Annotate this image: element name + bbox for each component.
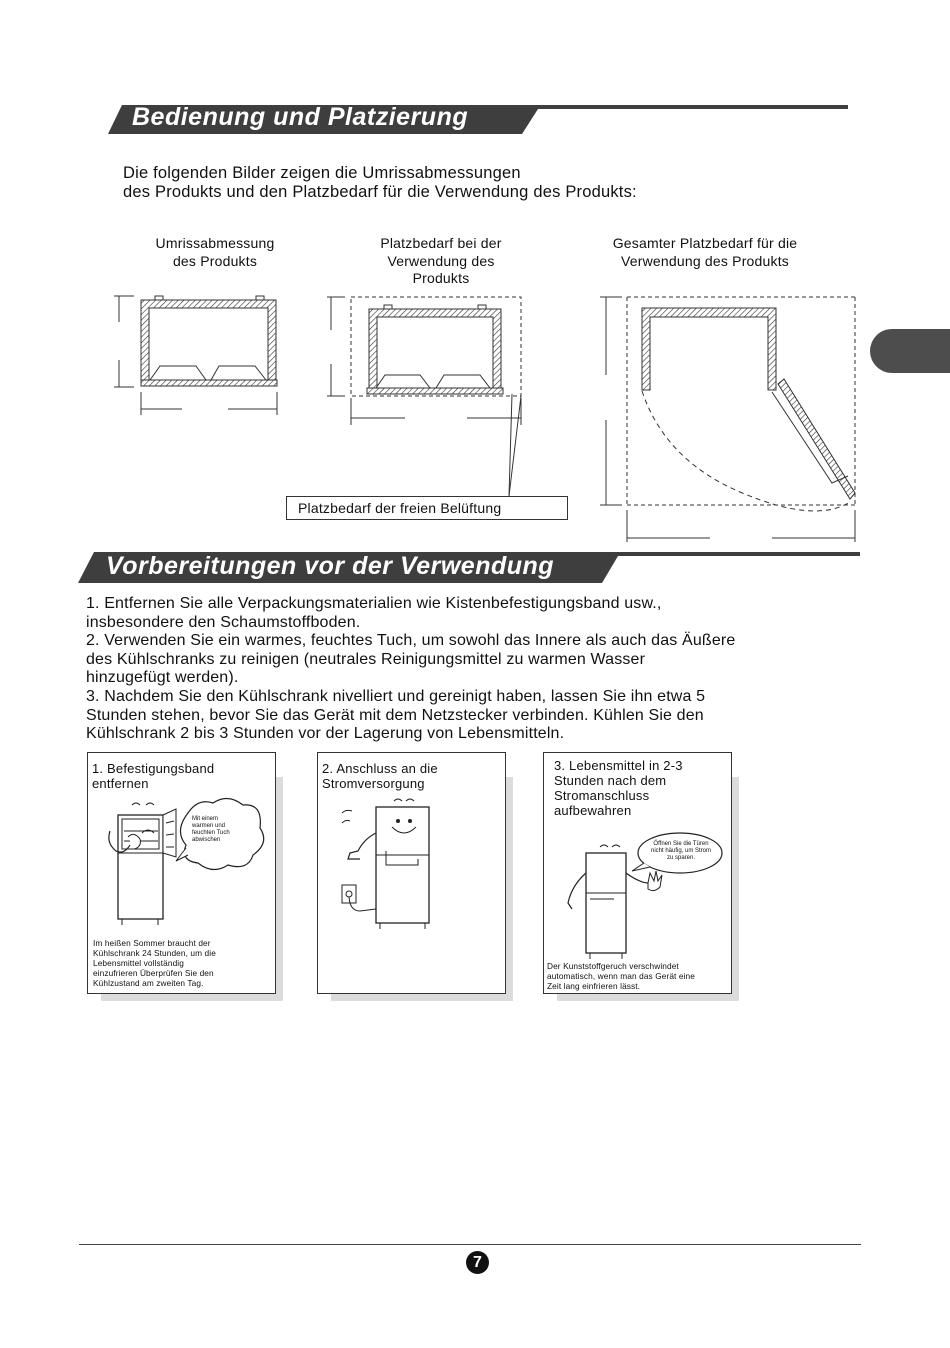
step-line: insbesondere den Schaumstoffboden. xyxy=(86,613,361,631)
card-note xyxy=(93,938,216,988)
diagram-total xyxy=(600,297,855,542)
note-line: Der Kunststoffgeruch verschwindet xyxy=(547,961,679,971)
bubble-line: Öffnen Sie die Türen xyxy=(653,841,709,847)
caption-line: des Produkts xyxy=(172,252,258,269)
note-line: Lebensmittel vollständig xyxy=(93,958,184,968)
card-title-line: 3. Lebensmittel in 2-3 xyxy=(554,758,683,773)
bubble-text xyxy=(646,841,716,862)
card-store-food xyxy=(543,752,732,994)
step-line: des Kühlschranks zu reinigen (neutrales Reinigungsmittel zu warmen Wasser xyxy=(86,650,646,668)
card-title-line: Stunden nach dem xyxy=(554,773,667,788)
step-line: 2. Verwenden Sie ein warmes, feuchtes Tuch, um sowohl das Innere als auch das Äußere xyxy=(86,632,736,650)
step-line: hinzugefügt werden). xyxy=(86,669,239,687)
fridge-plug-illustration xyxy=(318,793,505,933)
ventilation-label: Platzbedarf der freien Belüftung xyxy=(286,496,568,520)
note-line: automatisch, wenn man das Gerät eine xyxy=(547,971,695,981)
diagram-outline xyxy=(114,296,277,415)
page-number: 7 xyxy=(466,1251,489,1274)
caption-line: Gesamter Platzbedarf für die xyxy=(612,235,798,251)
bubble-line: Mit einem xyxy=(192,816,219,822)
card-title xyxy=(92,761,214,791)
card-title-line: Stromversorgung xyxy=(322,776,425,791)
card-note xyxy=(547,961,695,991)
section1-title: Bedienung und Platzierung xyxy=(132,103,469,131)
caption-line: Umrissabmessung xyxy=(155,235,275,251)
note-line: Im heißen Sommer braucht der xyxy=(93,938,211,948)
card-power-connection xyxy=(317,752,506,994)
card-remove-tape xyxy=(87,752,276,994)
footer-rule xyxy=(79,1244,861,1245)
bubble-line: feuchten Tuch xyxy=(192,830,230,836)
step-line: 1. Entfernen Sie alle Verpackungsmaterialien wie Kistenbefestigungsband usw., xyxy=(86,595,662,612)
intro-line: des Produkts und den Platzbedarf für die Verwendung des Produkts: xyxy=(123,183,637,201)
card-title xyxy=(554,758,683,818)
caption-line: Verwendung des Produkts xyxy=(620,252,790,269)
preparation-steps xyxy=(86,595,735,744)
card-title xyxy=(322,761,438,791)
caption-line: Platzbedarf bei der xyxy=(380,235,502,251)
bubble-text xyxy=(192,816,252,844)
intro-line: Die folgenden Bilder zeigen die Umrissabmessungen xyxy=(123,164,521,182)
step-line: Kühlschrank 2 bis 3 Stunden vor der Lagerung von Lebensmitteln. xyxy=(86,725,565,743)
card-title-line: entfernen xyxy=(92,776,149,791)
diagram-usage xyxy=(327,297,521,496)
section2-title: Vorbereitungen vor der Verwendung xyxy=(106,552,555,580)
fridge-cleaning-illustration xyxy=(88,793,275,933)
caption-line: Produkts xyxy=(412,270,470,286)
note-line: Zeit lang einfrieren lässt. xyxy=(547,981,641,991)
bubble-line: warmen und xyxy=(192,823,226,829)
bubble-line: zu sparen. xyxy=(666,855,696,861)
bubble-line: abwischen xyxy=(192,837,221,843)
caption-outline xyxy=(130,235,300,270)
card-title-line: Stromanschluss xyxy=(554,788,650,803)
note-line: Kühlzustand am zweiten Tag. xyxy=(93,978,204,988)
step-line: Stunden stehen, bevor Sie das Gerät mit dem Netzstecker verbinden. Kühlen Sie den xyxy=(86,706,704,724)
card-title-line: 2. Anschluss an die xyxy=(322,761,438,776)
caption-line: Verwendung des xyxy=(387,252,495,269)
note-line: einzufrieren Überprüfen Sie den xyxy=(93,968,214,978)
card-title-line: aufbewahren xyxy=(554,803,632,818)
bubble-line: nicht häufig, um Strom xyxy=(650,848,712,854)
card-title-line: 1. Befestigungsband xyxy=(92,761,215,776)
step-line: 3. Nachdem Sie den Kühlschrank nivelliert und gereinigt haben, lassen Sie ihn etwa 5 xyxy=(86,687,706,705)
section1-intro xyxy=(123,164,637,202)
caption-total xyxy=(590,235,820,270)
note-line: Kühlschrank 24 Stunden, um die xyxy=(93,948,216,958)
